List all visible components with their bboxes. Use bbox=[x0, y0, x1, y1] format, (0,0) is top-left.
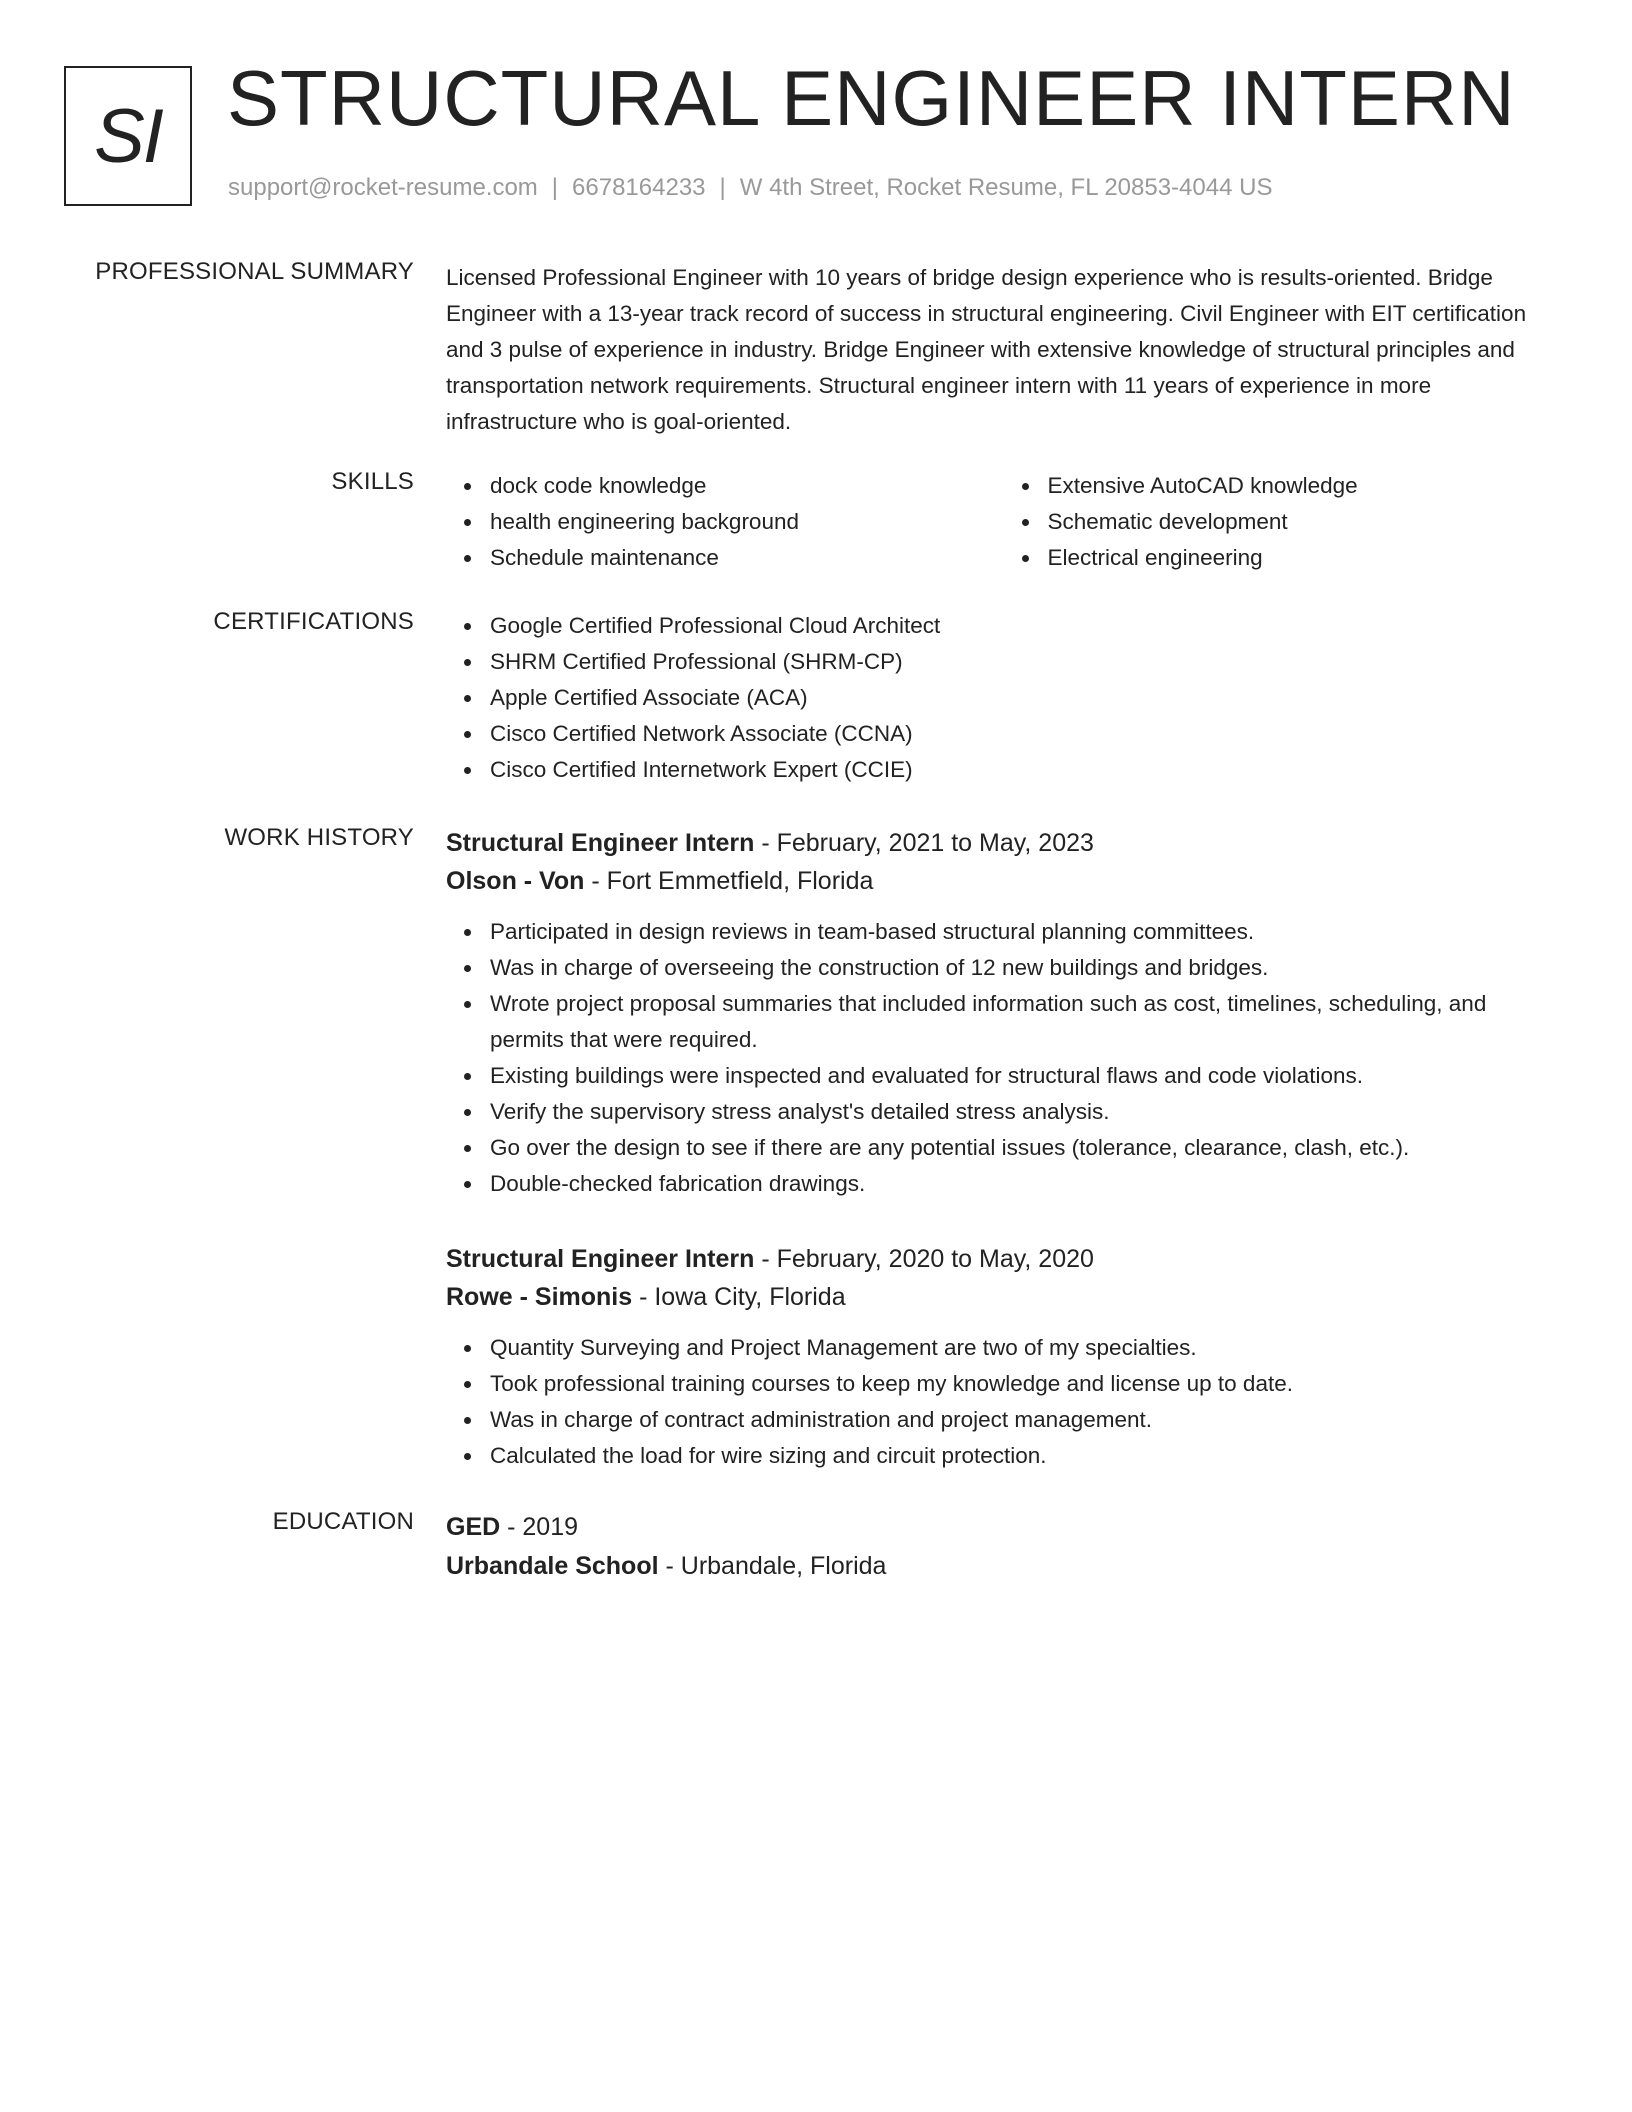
work-history-content bbox=[446, 824, 1561, 1474]
section-label-skills: SKILLS bbox=[331, 468, 414, 495]
skills-list-left bbox=[446, 468, 1004, 576]
job-bullet: Quantity Surveying and Project Management are two of my specialties. bbox=[490, 1330, 1561, 1366]
contact-line bbox=[228, 174, 1272, 202]
job-entry bbox=[446, 824, 1561, 1202]
job-bullet: Existing buildings were inspected and evaluated for structural flaws and code violations. bbox=[490, 1058, 1561, 1094]
education-degree: GED bbox=[446, 1513, 501, 1541]
skill-item: Electrical engineering bbox=[1048, 540, 1562, 576]
job-bullet: Wrote project proposal summaries that included information such as cost, timelines, scheduling, and permits that were required. bbox=[490, 986, 1561, 1058]
education-location: - Urbandale, Florida bbox=[658, 1552, 887, 1580]
education-school: Urbandale School bbox=[446, 1552, 659, 1580]
job-bullet: Was in charge of overseeing the construction of 12 new buildings and bridges. bbox=[490, 950, 1561, 986]
section-label-summary: PROFESSIONAL SUMMARY bbox=[95, 258, 414, 285]
job-bullet: Participated in design reviews in team-based structural planning committees. bbox=[490, 914, 1561, 950]
contact-email: support@rocket-resume.com bbox=[228, 174, 538, 201]
job-bullets bbox=[446, 914, 1561, 1202]
education-year: - 2019 bbox=[500, 1513, 579, 1541]
education-degree-line bbox=[446, 1508, 1561, 1547]
job-title: Structural Engineer Intern bbox=[446, 829, 755, 857]
job-bullet: Was in charge of contract administration and project management. bbox=[490, 1402, 1561, 1438]
section-label-work-history: WORK HISTORY bbox=[224, 824, 414, 851]
monogram-logo: SI bbox=[64, 66, 192, 206]
contact-separator: | bbox=[551, 174, 559, 201]
certification-item: Google Certified Professional Cloud Architect bbox=[490, 608, 1561, 644]
job-location: - Iowa City, Florida bbox=[632, 1283, 846, 1311]
contact-phone: 6678164233 bbox=[572, 174, 706, 201]
certification-item: SHRM Certified Professional (SHRM-CP) bbox=[490, 644, 1561, 680]
certifications-list bbox=[446, 608, 1561, 788]
certifications-content bbox=[446, 608, 1561, 788]
job-bullets bbox=[446, 1330, 1561, 1474]
job-title-line bbox=[446, 1240, 1561, 1278]
skill-item: Schedule maintenance bbox=[490, 540, 1004, 576]
job-company: Olson - Von bbox=[446, 867, 585, 895]
job-bullet: Go over the design to see if there are any potential issues (tolerance, clearance, clash, etc.). bbox=[490, 1130, 1561, 1166]
job-title-line bbox=[446, 824, 1561, 862]
job-company-line bbox=[446, 1278, 1561, 1316]
job-title: Structural Engineer Intern bbox=[446, 1245, 755, 1273]
job-bullet: Double-checked fabrication drawings. bbox=[490, 1166, 1561, 1202]
job-location: - Fort Emmetfield, Florida bbox=[584, 867, 874, 895]
skill-item: Extensive AutoCAD knowledge bbox=[1048, 468, 1562, 504]
job-dates: - February, 2021 to May, 2023 bbox=[754, 829, 1094, 857]
job-bullet: Took professional training courses to keep my knowledge and license up to date. bbox=[490, 1366, 1561, 1402]
section-label-education: EDUCATION bbox=[272, 1508, 414, 1535]
skill-item: dock code knowledge bbox=[490, 468, 1004, 504]
skills-list-right bbox=[1004, 468, 1562, 576]
skill-item: Schematic development bbox=[1048, 504, 1562, 540]
candidate-title: STRUCTURAL ENGINEER INTERN bbox=[227, 54, 1516, 142]
job-entry bbox=[446, 1240, 1561, 1474]
job-company: Rowe - Simonis bbox=[446, 1283, 633, 1311]
skill-item: health engineering background bbox=[490, 504, 1004, 540]
job-bullet: Verify the supervisory stress analyst's detailed stress analysis. bbox=[490, 1094, 1561, 1130]
job-company-line bbox=[446, 862, 1561, 900]
certification-item: Cisco Certified Network Associate (CCNA) bbox=[490, 716, 1561, 752]
education-school-line bbox=[446, 1547, 1561, 1586]
education-content bbox=[446, 1508, 1561, 1586]
contact-address: W 4th Street, Rocket Resume, FL 20853-4044 US bbox=[739, 174, 1273, 201]
skills-content bbox=[446, 468, 1561, 576]
job-bullet: Calculated the load for wire sizing and circuit protection. bbox=[490, 1438, 1561, 1474]
certification-item: Apple Certified Associate (ACA) bbox=[490, 680, 1561, 716]
certification-item: Cisco Certified Internetwork Expert (CCIE) bbox=[490, 752, 1561, 788]
summary-text: Licensed Professional Engineer with 10 years of bridge design experience who is results-oriented. Bridge Engineer with a 13-year track record of success in structural engineering. Civil Engineer with EIT certification and 3 pulse of experience in industry. Bridge Engineer with extensive knowledge of structural principles and transportation network requirements. Structural engineer intern with 11 years of experience in more infrastructure who is goal-oriented. bbox=[446, 265, 1527, 434]
job-dates: - February, 2020 to May, 2020 bbox=[754, 1245, 1094, 1273]
contact-separator: | bbox=[719, 174, 726, 201]
section-label-certifications: CERTIFICATIONS bbox=[213, 608, 414, 635]
